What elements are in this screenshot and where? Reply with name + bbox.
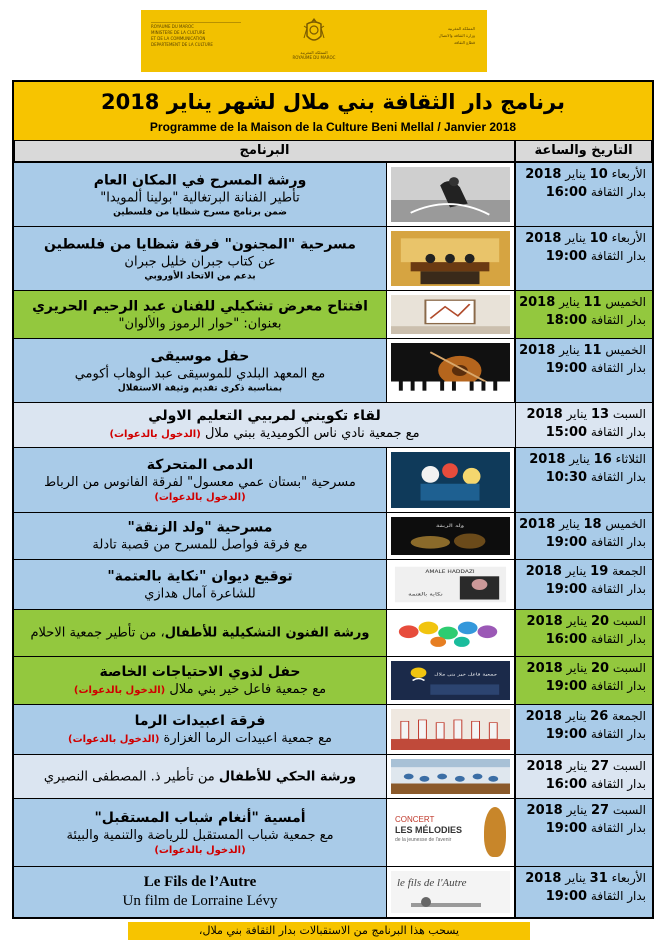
day-number: 16: [593, 452, 612, 467]
event-note: بدعم من الاتحاد الأوروبي: [144, 271, 256, 281]
time-line: [546, 777, 646, 792]
event-title: ورشة الحكي للأطفال: [218, 769, 357, 784]
program-row: [14, 754, 652, 798]
date-line: [529, 452, 646, 467]
event-title: افتتاح معرض تشكيلي للفنان عبد الرحيم الحريري: [32, 298, 368, 314]
event-thumbnail: [386, 163, 515, 226]
event-title: فرقة اعبيدات الرما: [134, 712, 266, 729]
event-title: لقاء تكويني لمربيي التعليم الاولي: [148, 408, 381, 424]
thumb-dancer: [391, 167, 510, 222]
time-line: [546, 470, 646, 485]
month-name: يناير: [565, 564, 587, 578]
program-row: [14, 402, 652, 447]
event-detail: مع جمعية نادي ناس الكوميدية ببني ملال: [204, 426, 420, 441]
year: 2018: [526, 803, 563, 818]
event-title: أمسية "أنغام شباب المستقبل": [94, 809, 306, 826]
year: 2018: [525, 871, 562, 886]
date-line: [519, 517, 646, 532]
event-detail-line: [20, 730, 380, 748]
event-thumbnail: [386, 560, 515, 609]
letterhead-left-line-1: ROYAUME DU MAROC: [151, 24, 194, 29]
program-cell: [14, 560, 386, 609]
date-cell: [515, 227, 652, 290]
event-detail: مع جمعية اعبيدات الرما الغزارة: [163, 730, 332, 746]
venue: بدار الثقافة: [590, 679, 646, 693]
thumb-classroom: [391, 759, 510, 794]
program-text: [20, 519, 380, 554]
time: 19:00: [545, 679, 588, 694]
day-number: 10: [589, 167, 608, 182]
date-line: [525, 167, 646, 182]
program-text: [20, 663, 380, 699]
thumb-theatre: [391, 231, 510, 286]
date-cell: [515, 513, 652, 559]
program-row: [14, 866, 652, 918]
program-text: [20, 235, 380, 282]
year: 2018: [519, 295, 556, 310]
invitation-notice: (الدخول بالدعوات): [154, 492, 246, 503]
program-cell: [14, 291, 386, 338]
date-cell: [515, 705, 652, 754]
day-number: 10: [589, 231, 608, 246]
day-name: الخميس: [605, 517, 646, 531]
date-line: [519, 295, 646, 310]
event-title: حفل موسيقى: [150, 348, 250, 364]
time: 19:00: [545, 361, 588, 376]
invitation-notice: (الدخول بالدعوات): [68, 733, 160, 745]
program-row: [14, 512, 652, 559]
time: 19:00: [545, 582, 588, 597]
month-name: يناير: [566, 759, 588, 773]
date-cell: [515, 403, 652, 447]
month-name: يناير: [559, 295, 580, 309]
year: 2018: [525, 167, 562, 182]
event-detail: بعنوان: "حوار الرموز والألوان": [118, 316, 282, 331]
page-title: برنامج دار الثقافة بني ملال لشهر يناير 2018: [100, 90, 566, 114]
date-line: [527, 661, 646, 676]
letterhead-right-line-2: وزارة الثقافة والاتصال: [438, 33, 475, 38]
time: 16:00: [545, 185, 588, 200]
program-cell: [14, 163, 386, 226]
time: 19:00: [545, 727, 588, 742]
venue: بدار الثقافة: [590, 249, 646, 263]
day-name: السبت: [612, 614, 646, 628]
date-cell: [515, 610, 652, 656]
program-cell: [14, 403, 515, 447]
program-text: [20, 809, 380, 857]
letterhead-center-text: [276, 50, 352, 60]
event-detail-line: [20, 681, 380, 699]
event-detail: مع المعهد البلدي للموسيقى عبد الوهاب أكومي: [74, 366, 326, 381]
date-line: [519, 343, 646, 358]
venue: بدار الثقافة: [590, 582, 646, 596]
event-title: ورشة الفنون التشكيلية للأطفال: [164, 625, 370, 641]
year: 2018: [526, 407, 563, 422]
event-line: [20, 768, 380, 785]
date-cell: [515, 799, 652, 866]
day-number: 31: [589, 871, 608, 886]
program-text: [20, 625, 380, 642]
event-detail: Un film de Lorraine Lévy: [122, 893, 278, 909]
event-detail: ، من تأطير جمعية الاحلام: [30, 625, 165, 641]
thumb-poster-dark: [391, 517, 510, 555]
column-header-date: التاريخ والساعة: [515, 140, 652, 162]
event-title: مسرحية "ولد الزنقة": [127, 519, 273, 536]
program-row: [14, 656, 652, 704]
day-number: 11: [583, 343, 602, 358]
letterhead-text-left: [151, 22, 241, 23]
event-thumbnail: [386, 513, 515, 559]
svg-text:نكاية بالعتمة: نكاية بالعتمة: [408, 592, 443, 598]
day-name: الأربعاء: [611, 167, 646, 181]
date-cell: [515, 291, 652, 338]
invitation-notice: (الدخول بالدعوات): [154, 844, 246, 856]
time-line: [546, 582, 646, 597]
day-number: 18: [583, 517, 602, 532]
column-header-program: البرنامج: [14, 140, 515, 162]
time-line: [546, 249, 646, 264]
program-text: [20, 712, 380, 748]
year: 2018: [519, 517, 556, 532]
event-detail: للشاعرة آمال هدازي: [144, 586, 256, 601]
day-name: الثلاثاء: [615, 452, 646, 466]
program-text: [20, 456, 380, 504]
letterhead-right-line-3: قطاع الثقافة: [454, 40, 475, 45]
program-row: [14, 609, 652, 656]
event-detail: مع فرقة فواصل للمسرح من قصبة تادلة: [92, 537, 308, 553]
thumb-hands: [391, 614, 510, 652]
venue: بدار الثقافة: [590, 889, 646, 903]
film-figure-head: [421, 897, 431, 907]
program-cell: [14, 339, 386, 402]
thumb-music: [391, 343, 510, 398]
date-line: [527, 614, 646, 629]
venue: بدار الثقافة: [590, 313, 646, 327]
time: 19:00: [545, 249, 588, 264]
date-cell: [515, 755, 652, 798]
event-thumbnail: [386, 448, 515, 512]
date-cell: [515, 867, 652, 917]
month-name: يناير: [566, 407, 588, 421]
venue: بدار الثقافة: [590, 185, 646, 199]
event-title: توقيع ديوان "نكاية بالعتمة": [107, 568, 293, 584]
month-name: يناير: [566, 803, 588, 817]
month-name: يناير: [565, 709, 587, 723]
date-cell: [515, 657, 652, 704]
year: 2018: [529, 452, 566, 467]
time: 19:00: [545, 535, 588, 550]
date-line: [527, 407, 646, 422]
invitation-notice: (الدخول بالدعوات): [109, 429, 201, 440]
time-line: [546, 313, 646, 328]
date-line: [527, 803, 646, 818]
day-name: الأربعاء: [611, 231, 646, 245]
event-thumbnail: [386, 291, 515, 338]
time: 16:00: [545, 632, 588, 647]
year: 2018: [525, 231, 562, 246]
event-thumbnail: [386, 799, 515, 866]
program-row: [14, 290, 652, 338]
year: 2018: [526, 661, 563, 676]
event-title: ورشة المسرح في المكان العام: [93, 172, 307, 188]
time: 10:30: [545, 470, 588, 485]
time-line: [546, 821, 646, 836]
thumb-painting: [391, 295, 510, 334]
time-line: [546, 535, 646, 550]
day-name: السبت: [612, 803, 646, 817]
month-name: يناير: [559, 343, 580, 357]
day-number: 26: [590, 709, 609, 724]
thumb-book: [391, 564, 510, 605]
time-line: [546, 185, 646, 200]
program-cell: [14, 448, 386, 512]
concert-label: CONCERT: [395, 815, 435, 824]
day-number: 27: [590, 803, 610, 818]
day-number: 20: [590, 614, 610, 629]
time-line: [546, 889, 646, 904]
program-cell: [14, 705, 386, 754]
svg-text:جمعية فاعل خير بني ملال: جمعية فاعل خير بني ملال: [434, 672, 498, 677]
day-name: الجمعة: [612, 564, 646, 578]
page-subtitle: Programme de la Maison de la Culture Beni Mellal / Janvier 2018: [149, 120, 517, 134]
invitation-notice: (الدخول بالدعوات): [73, 684, 166, 696]
event-note: بمناسبة ذكرى تقديم وثيقة الاستقلال: [117, 383, 283, 393]
venue: بدار الثقافة: [590, 425, 646, 439]
date-line: [527, 759, 646, 774]
venue: بدار الثقافة: [590, 632, 646, 646]
event-title: الدمى المتحركة: [146, 457, 254, 473]
event-thumbnail: [386, 867, 515, 917]
thumb-dance: [391, 709, 510, 750]
program-text: [20, 768, 380, 785]
program-cell: [14, 755, 386, 798]
film-title: le fils de l'Autre: [397, 877, 467, 889]
event-note: ضمن برنامج مسرح شظايا من فلسطين: [113, 207, 287, 217]
date-cell: [515, 339, 652, 402]
program-cell: [14, 227, 386, 290]
time: 19:00: [545, 889, 588, 904]
day-name: السبت: [612, 661, 646, 675]
program-cell: [14, 513, 386, 559]
program-text: [20, 873, 380, 911]
thumb-film: [391, 871, 510, 913]
event-title: Le Fils de l’Autre: [143, 874, 257, 890]
program-row: [14, 226, 652, 290]
day-name: الأربعاء: [611, 871, 646, 885]
event-title: حفل لذوي الاحتياجات الخاصة: [99, 663, 301, 680]
letterhead-left-line-2: MINISTERE DE LA CULTURE: [151, 30, 206, 35]
program-row: [14, 798, 652, 866]
program-text: [20, 347, 380, 394]
letterhead: [141, 10, 487, 72]
date-line: [525, 231, 646, 246]
year: 2018: [525, 709, 562, 724]
year: 2018: [526, 614, 563, 629]
date-cell: [515, 448, 652, 512]
event-detail: من تأطير ذ. المصطفى النصيري: [43, 769, 215, 784]
svg-text:AMALE HADDAZI: AMALE HADDAZI: [425, 569, 475, 575]
day-name: السبت: [612, 407, 646, 421]
letterhead-left-line-4: DEPARTEMENT DE LA CULTURE: [151, 42, 213, 47]
time-line: [546, 425, 646, 440]
time-line: [546, 727, 646, 742]
event-detail: مع جمعية شباب المستقبل للرياضة والتنمية والبيئة: [66, 827, 334, 843]
event-line: [20, 625, 380, 642]
venue: بدار الثقافة: [590, 727, 646, 741]
thumb-charity: [391, 661, 510, 700]
day-name: الجمعة: [612, 709, 646, 723]
program-cell: [14, 610, 386, 656]
event-title: مسرحية "المجنون" فرقة شظايا من فلسطين: [44, 236, 356, 252]
venue: بدار الثقافة: [590, 470, 646, 484]
event-thumbnail: [386, 705, 515, 754]
program-row: [14, 338, 652, 402]
program-text: [20, 567, 380, 602]
letterhead-left-line-3: ET DE LA COMMUNICATION: [151, 36, 206, 41]
day-number: 13: [590, 407, 610, 422]
program-row: [14, 162, 652, 226]
event-thumbnail: [386, 610, 515, 656]
program-cell: [14, 799, 386, 866]
event-detail: مسرحية "بستان عمي معسول" لفرقة الفانوس من الرباط: [44, 475, 356, 490]
day-name: الخميس: [605, 295, 646, 309]
time: 15:00: [545, 425, 588, 440]
program-row: [14, 704, 652, 754]
event-thumbnail: [386, 657, 515, 704]
month-name: يناير: [566, 661, 588, 675]
program-cell: [14, 657, 386, 704]
event-thumbnail: [386, 339, 515, 402]
event-detail-line: [20, 425, 509, 443]
program-row: [14, 447, 652, 512]
time-line: [546, 679, 646, 694]
thumb-concert: [391, 803, 510, 862]
day-number: 11: [583, 295, 602, 310]
event-thumbnail: [386, 755, 515, 798]
date-line: [526, 709, 646, 724]
event-thumbnail: [386, 227, 515, 290]
program-text: [20, 171, 380, 218]
venue: بدار الثقافة: [590, 821, 646, 835]
day-name: الخميس: [605, 343, 646, 357]
date-line: [525, 871, 646, 886]
program-cell: [14, 867, 386, 917]
svg-text:ولد الزنقة: ولد الزنقة: [436, 524, 465, 529]
date-cell: [515, 560, 652, 609]
time: 19:00: [545, 821, 588, 836]
month-name: يناير: [565, 871, 586, 885]
date-line: [526, 564, 646, 579]
footer-note: يسحب هذا البرنامج من الاستقبالات بدار الثقافة بني ملال،: [128, 922, 530, 940]
day-name: السبت: [612, 759, 646, 773]
letterhead-center-line-1: المملكة المغربية: [300, 50, 328, 55]
day-number: 20: [590, 661, 610, 676]
day-number: 27: [590, 759, 610, 774]
letterhead-right-line-1: المملكة المغربية: [447, 26, 475, 31]
month-name: يناير: [565, 167, 586, 181]
venue: بدار الثقافة: [590, 777, 646, 791]
month-name: يناير: [566, 614, 588, 628]
event-detail: تأطير الفنانة البرتغالية "بولينا ألمويدا": [100, 190, 300, 205]
day-number: 19: [590, 564, 609, 579]
date-cell: [515, 163, 652, 226]
event-detail: عن كتاب جبران خليل جبران: [124, 254, 276, 269]
cello-icon: [484, 807, 506, 857]
program-row: [14, 559, 652, 609]
concert-subtitle: de la jeunesse de l'avenir: [395, 837, 452, 843]
year: 2018: [519, 343, 556, 358]
month-name: يناير: [565, 231, 586, 245]
month-name: يناير: [569, 452, 590, 466]
venue: بدار الثقافة: [590, 361, 646, 375]
venue: بدار الثقافة: [590, 535, 646, 549]
program-text: [20, 297, 380, 332]
month-name: يناير: [559, 517, 580, 531]
time-line: [546, 632, 646, 647]
royal-emblem-icon: [302, 16, 326, 46]
year: 2018: [525, 564, 562, 579]
thumb-puppets: [391, 452, 510, 508]
program-text: [20, 407, 509, 443]
letterhead-center-line-2: ROYAUME DU MAROC: [292, 55, 336, 60]
concert-title: LES MÉLODIES: [395, 825, 463, 835]
event-detail: مع جمعية فاعل خير بني ملال: [169, 681, 327, 697]
time: 16:00: [545, 777, 588, 792]
time-line: [546, 361, 646, 376]
time: 18:00: [545, 313, 588, 328]
year: 2018: [526, 759, 563, 774]
